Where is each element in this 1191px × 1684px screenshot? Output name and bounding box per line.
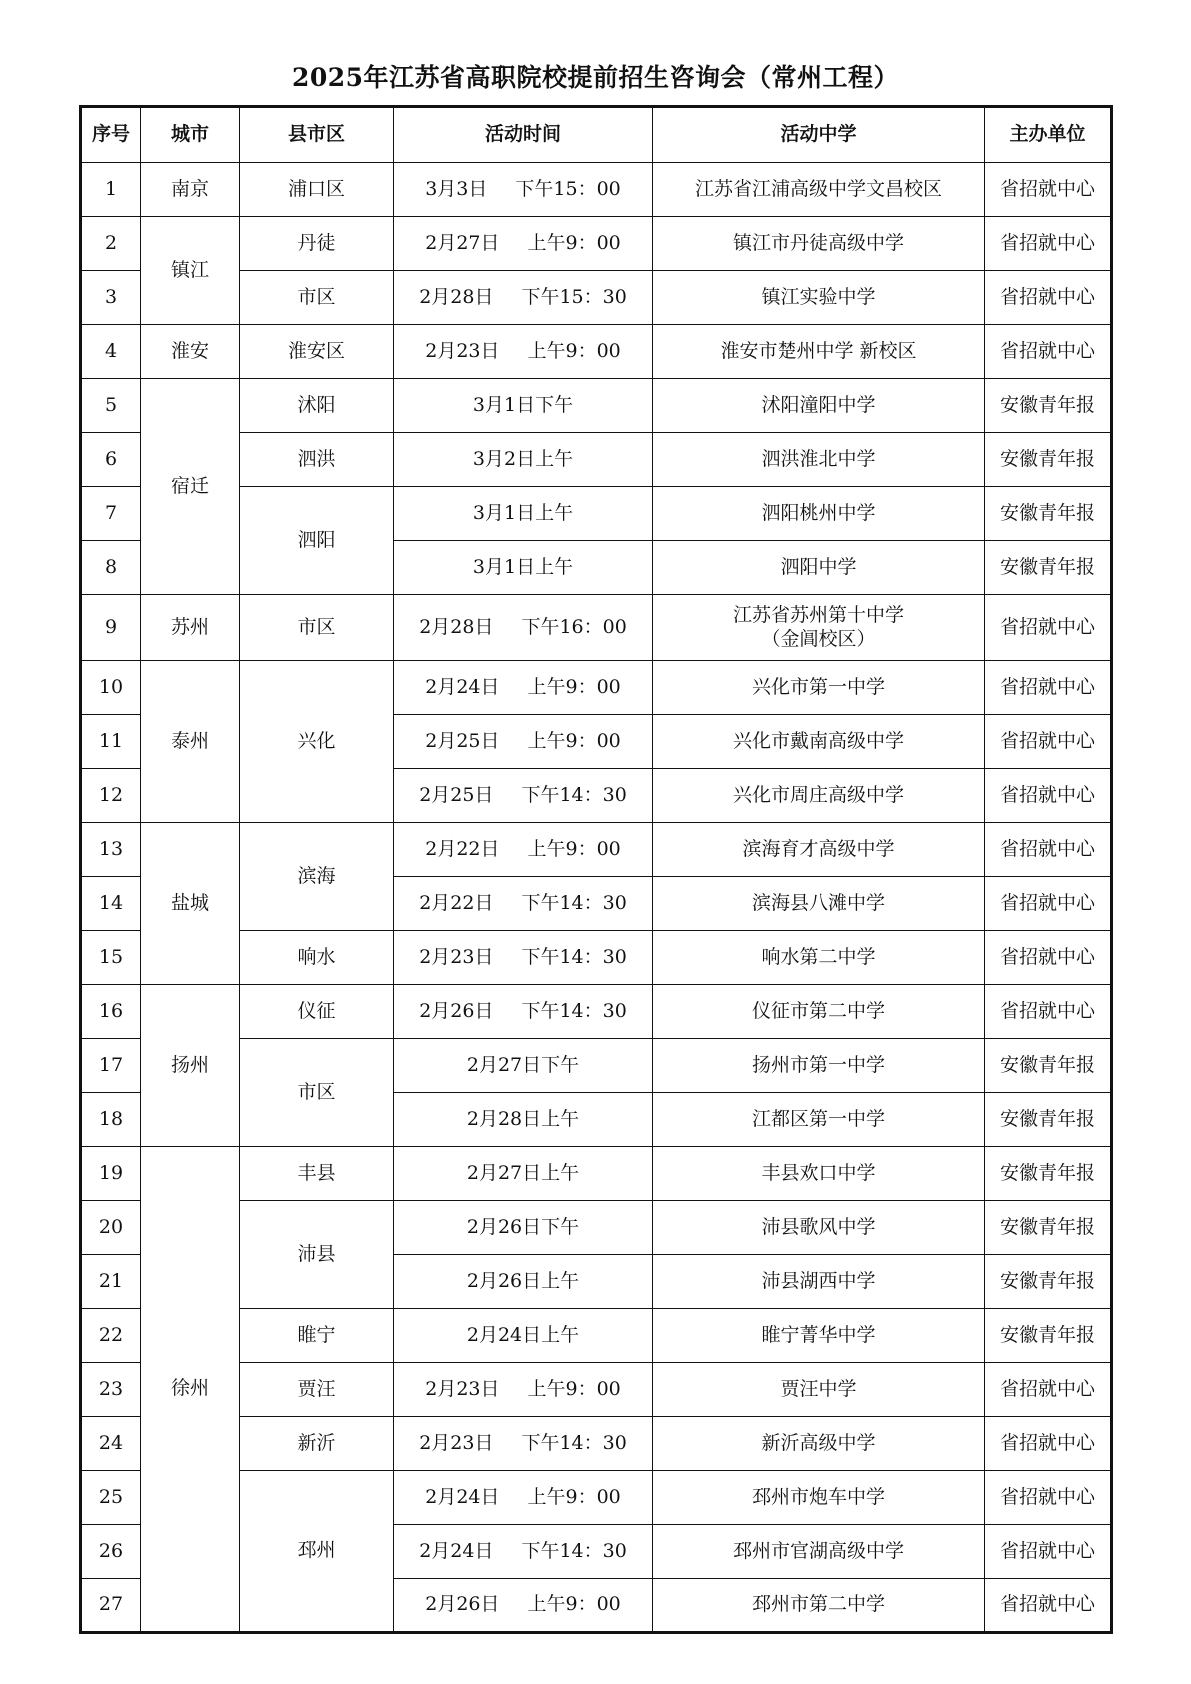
row-district: 沛县 [240, 1201, 394, 1309]
header-host: 主办单位 [985, 107, 1112, 163]
row-seq: 4 [81, 325, 141, 379]
row-seq: 22 [81, 1309, 141, 1363]
row-school-name: 滨海县八滩中学 [751, 891, 885, 914]
row-seq: 11 [81, 715, 141, 769]
row-school-name: 沛县湖西中学 [761, 1269, 876, 1292]
row-date: 3月1日上午 [472, 555, 574, 578]
row-date: 2月23日 [425, 1377, 500, 1400]
row-host: 省招就中心 [985, 1363, 1112, 1417]
row-city: 苏州 [141, 595, 240, 661]
row-host: 省招就中心 [985, 271, 1112, 325]
row-school [653, 1201, 985, 1255]
row-clock: 下午16：00 [521, 615, 627, 638]
row-clock: 上午9：00 [527, 231, 621, 254]
row-host: 省招就中心 [985, 985, 1112, 1039]
row-school [653, 985, 985, 1039]
row-time [394, 877, 653, 931]
row-school-name: 邳州市官湖高级中学 [732, 1539, 904, 1562]
row-district: 泗洪 [240, 433, 394, 487]
row-time [394, 1525, 653, 1579]
row-school [653, 769, 985, 823]
row-date: 2月22日 [425, 837, 500, 860]
header-city: 城市 [141, 107, 240, 163]
row-school-name: 江都区第一中学 [751, 1107, 885, 1130]
row-host: 省招就中心 [985, 595, 1112, 661]
row-date: 2月28日 [419, 285, 494, 308]
row-host: 省招就中心 [985, 931, 1112, 985]
row-district: 新沂 [240, 1417, 394, 1471]
row-date: 2月26日下午 [466, 1215, 580, 1238]
row-time [394, 1093, 653, 1147]
row-school-name: 镇江市丹徒高级中学 [732, 231, 904, 254]
row-school [653, 1417, 985, 1471]
row-seq: 5 [81, 379, 141, 433]
row-time [394, 163, 653, 217]
row-clock: 上午9：00 [527, 675, 621, 698]
row-clock: 下午14：30 [521, 891, 627, 914]
row-school-name: 镇江实验中学 [761, 285, 876, 308]
row-clock: 下午14：30 [521, 783, 627, 806]
row-clock: 下午14：30 [521, 1539, 627, 1562]
row-district: 淮安区 [240, 325, 394, 379]
row-seq: 12 [81, 769, 141, 823]
row-school-name: 泗阳中学 [780, 555, 857, 578]
row-host: 安徽青年报 [985, 1147, 1112, 1201]
header-time: 活动时间 [394, 107, 653, 163]
row-date: 2月28日上午 [466, 1107, 580, 1130]
row-host: 省招就中心 [985, 1417, 1112, 1471]
row-clock: 上午9：00 [527, 1485, 621, 1508]
row-host: 省招就中心 [985, 715, 1112, 769]
row-host: 省招就中心 [985, 1471, 1112, 1525]
row-school-name: 扬州市第一中学 [751, 1053, 885, 1076]
row-seq: 23 [81, 1363, 141, 1417]
row-seq: 14 [81, 877, 141, 931]
row-school-name: 仪征市第二中学 [751, 999, 885, 1022]
row-school [653, 487, 985, 541]
row-host: 安徽青年报 [985, 1309, 1112, 1363]
row-seq: 6 [81, 433, 141, 487]
row-school-name: 响水第二中学 [761, 945, 876, 968]
row-district: 响水 [240, 931, 394, 985]
row-school-name: 睢宁菁华中学 [761, 1323, 876, 1346]
row-seq: 9 [81, 595, 141, 661]
row-school [653, 823, 985, 877]
table-row [81, 325, 1112, 379]
row-date: 2月26日 [425, 1593, 500, 1616]
row-seq: 27 [81, 1579, 141, 1633]
row-host: 安徽青年报 [985, 433, 1112, 487]
row-school-name: 兴化市第一中学 [751, 675, 885, 698]
row-time [394, 379, 653, 433]
row-school [653, 217, 985, 271]
row-time [394, 1417, 653, 1471]
row-city: 扬州 [141, 985, 240, 1147]
row-time [394, 661, 653, 715]
table-row [81, 661, 1112, 715]
table-row [81, 163, 1112, 217]
row-school-name: 新沂高级中学 [761, 1431, 876, 1454]
row-seq: 26 [81, 1525, 141, 1579]
row-time [394, 1147, 653, 1201]
row-date: 3月2日上午 [472, 447, 574, 470]
row-time [394, 1201, 653, 1255]
row-school-name: 泗阳桃州中学 [761, 501, 876, 524]
row-date: 2月24日 [425, 1485, 500, 1508]
row-time [394, 1471, 653, 1525]
row-date: 3月1日下午 [472, 393, 574, 416]
row-school-name: 江苏省江浦高级中学文昌校区 [694, 177, 942, 200]
row-seq: 2 [81, 217, 141, 271]
row-date: 2月23日 [419, 1431, 494, 1454]
row-seq: 18 [81, 1093, 141, 1147]
row-city: 南京 [141, 163, 240, 217]
row-time [394, 1579, 653, 1633]
row-time [394, 985, 653, 1039]
row-date: 2月27日上午 [466, 1161, 580, 1184]
row-school-name: 沭阳潼阳中学 [761, 393, 876, 416]
row-district: 睢宁 [240, 1309, 394, 1363]
row-host: 安徽青年报 [985, 1039, 1112, 1093]
row-clock: 下午14：30 [521, 945, 627, 968]
row-seq: 10 [81, 661, 141, 715]
row-host: 安徽青年报 [985, 379, 1112, 433]
row-host: 省招就中心 [985, 325, 1112, 379]
row-date: 2月26日 [419, 999, 494, 1022]
row-time [394, 1039, 653, 1093]
row-seq: 8 [81, 541, 141, 595]
schedule-table [79, 105, 1113, 1634]
row-host: 安徽青年报 [985, 541, 1112, 595]
row-school [653, 271, 985, 325]
row-school [653, 1255, 985, 1309]
row-school [653, 661, 985, 715]
row-city: 盐城 [141, 823, 240, 985]
row-clock: 下午14：30 [521, 999, 627, 1022]
row-school-name: 兴化市周庄高级中学 [732, 783, 904, 806]
row-time [394, 823, 653, 877]
row-school [653, 541, 985, 595]
row-clock: 上午9：00 [527, 729, 621, 752]
row-host: 省招就中心 [985, 217, 1112, 271]
row-school [653, 163, 985, 217]
row-school-name: 兴化市戴南高级中学 [732, 729, 904, 752]
header-district: 县市区 [240, 107, 394, 163]
row-clock: 上午9：00 [527, 1593, 621, 1616]
row-district: 浦口区 [240, 163, 394, 217]
row-time [394, 931, 653, 985]
row-school [653, 433, 985, 487]
row-district: 丹徒 [240, 217, 394, 271]
row-school [653, 325, 985, 379]
row-school-campus: （金阊校区） [761, 627, 876, 650]
row-time [394, 1363, 653, 1417]
row-date: 3月1日上午 [472, 501, 574, 524]
table-row [81, 379, 1112, 433]
header-school: 活动中学 [653, 107, 985, 163]
row-district: 兴化 [240, 661, 394, 823]
table-row [81, 1147, 1112, 1201]
row-school-name: 邳州市第二中学 [751, 1593, 885, 1616]
row-time [394, 541, 653, 595]
row-host: 安徽青年报 [985, 1201, 1112, 1255]
row-school [653, 1471, 985, 1525]
row-clock: 上午9：00 [527, 1377, 621, 1400]
row-district: 市区 [240, 595, 394, 661]
row-host: 省招就中心 [985, 661, 1112, 715]
row-time [394, 595, 653, 661]
row-date: 2月24日上午 [466, 1323, 580, 1346]
row-clock: 下午15：00 [515, 177, 621, 200]
row-date: 2月26日上午 [466, 1269, 580, 1292]
row-host: 省招就中心 [985, 877, 1112, 931]
row-host: 省招就中心 [985, 769, 1112, 823]
row-time [394, 1309, 653, 1363]
row-date: 2月25日 [419, 783, 494, 806]
row-school-name: 沛县歌风中学 [761, 1215, 876, 1238]
row-time [394, 433, 653, 487]
row-date: 2月28日 [419, 615, 494, 638]
row-district: 市区 [240, 1039, 394, 1147]
table-row [81, 985, 1112, 1039]
row-seq: 21 [81, 1255, 141, 1309]
table-header-row [81, 107, 1112, 163]
row-date: 2月24日 [419, 1539, 494, 1562]
row-seq: 7 [81, 487, 141, 541]
row-time [394, 217, 653, 271]
row-date: 2月24日 [425, 675, 500, 698]
row-clock: 下午15：30 [521, 285, 627, 308]
row-school-name: 江苏省苏州第十中学 [732, 603, 904, 626]
row-school [653, 877, 985, 931]
table-row [81, 595, 1112, 661]
row-host: 安徽青年报 [985, 1255, 1112, 1309]
row-host: 省招就中心 [985, 1579, 1112, 1633]
row-clock: 下午14：30 [521, 1431, 627, 1454]
row-district: 泗阳 [240, 487, 394, 595]
row-seq: 1 [81, 163, 141, 217]
row-host: 安徽青年报 [985, 1093, 1112, 1147]
row-district: 邳州 [240, 1471, 394, 1633]
row-date: 2月27日下午 [466, 1053, 580, 1076]
row-host: 安徽青年报 [985, 487, 1112, 541]
row-host: 省招就中心 [985, 823, 1112, 877]
table-body [81, 163, 1112, 1633]
header-seq: 序号 [81, 107, 141, 163]
row-district: 贾汪 [240, 1363, 394, 1417]
row-district: 沭阳 [240, 379, 394, 433]
row-school [653, 1147, 985, 1201]
row-date: 2月23日 [425, 339, 500, 362]
row-school [653, 715, 985, 769]
row-city: 淮安 [141, 325, 240, 379]
row-district: 市区 [240, 271, 394, 325]
row-school-name: 滨海育才高级中学 [742, 837, 895, 860]
row-time [394, 487, 653, 541]
row-date: 2月27日 [425, 231, 500, 254]
row-date: 2月23日 [419, 945, 494, 968]
row-school [653, 1093, 985, 1147]
row-city: 镇江 [141, 217, 240, 325]
row-school [653, 931, 985, 985]
row-time [394, 715, 653, 769]
row-seq: 24 [81, 1417, 141, 1471]
row-seq: 25 [81, 1471, 141, 1525]
row-clock: 上午9：00 [527, 837, 621, 860]
row-school [653, 379, 985, 433]
row-school [653, 1525, 985, 1579]
table-row [81, 823, 1112, 877]
row-school [653, 1579, 985, 1633]
row-date: 2月25日 [425, 729, 500, 752]
row-school [653, 1039, 985, 1093]
row-clock: 上午9：00 [527, 339, 621, 362]
row-seq: 17 [81, 1039, 141, 1093]
row-seq: 19 [81, 1147, 141, 1201]
row-seq: 3 [81, 271, 141, 325]
row-district: 丰县 [240, 1147, 394, 1201]
row-time [394, 325, 653, 379]
row-city: 泰州 [141, 661, 240, 823]
row-seq: 13 [81, 823, 141, 877]
row-school-name: 丰县欢口中学 [761, 1161, 876, 1184]
row-city: 宿迁 [141, 379, 240, 595]
page-title: 2025年江苏省高职院校提前招生咨询会（常州工程） [291, 63, 900, 92]
row-time [394, 769, 653, 823]
row-school [653, 595, 985, 661]
row-host: 省招就中心 [985, 163, 1112, 217]
row-seq: 15 [81, 931, 141, 985]
row-city: 徐州 [141, 1147, 240, 1633]
row-school-name: 贾汪中学 [780, 1377, 857, 1400]
row-time [394, 271, 653, 325]
row-seq: 20 [81, 1201, 141, 1255]
row-district: 滨海 [240, 823, 394, 931]
row-school [653, 1309, 985, 1363]
row-district: 仪征 [240, 985, 394, 1039]
row-school-name: 淮安市楚州中学 新校区 [720, 339, 917, 362]
row-date: 3月3日 [425, 177, 488, 200]
row-school-name: 泗洪淮北中学 [761, 447, 876, 470]
row-date: 2月22日 [419, 891, 494, 914]
row-school [653, 1363, 985, 1417]
table-row [81, 217, 1112, 271]
row-seq: 16 [81, 985, 141, 1039]
row-school-name: 邳州市炮车中学 [751, 1485, 885, 1508]
row-time [394, 1255, 653, 1309]
row-host: 省招就中心 [985, 1525, 1112, 1579]
